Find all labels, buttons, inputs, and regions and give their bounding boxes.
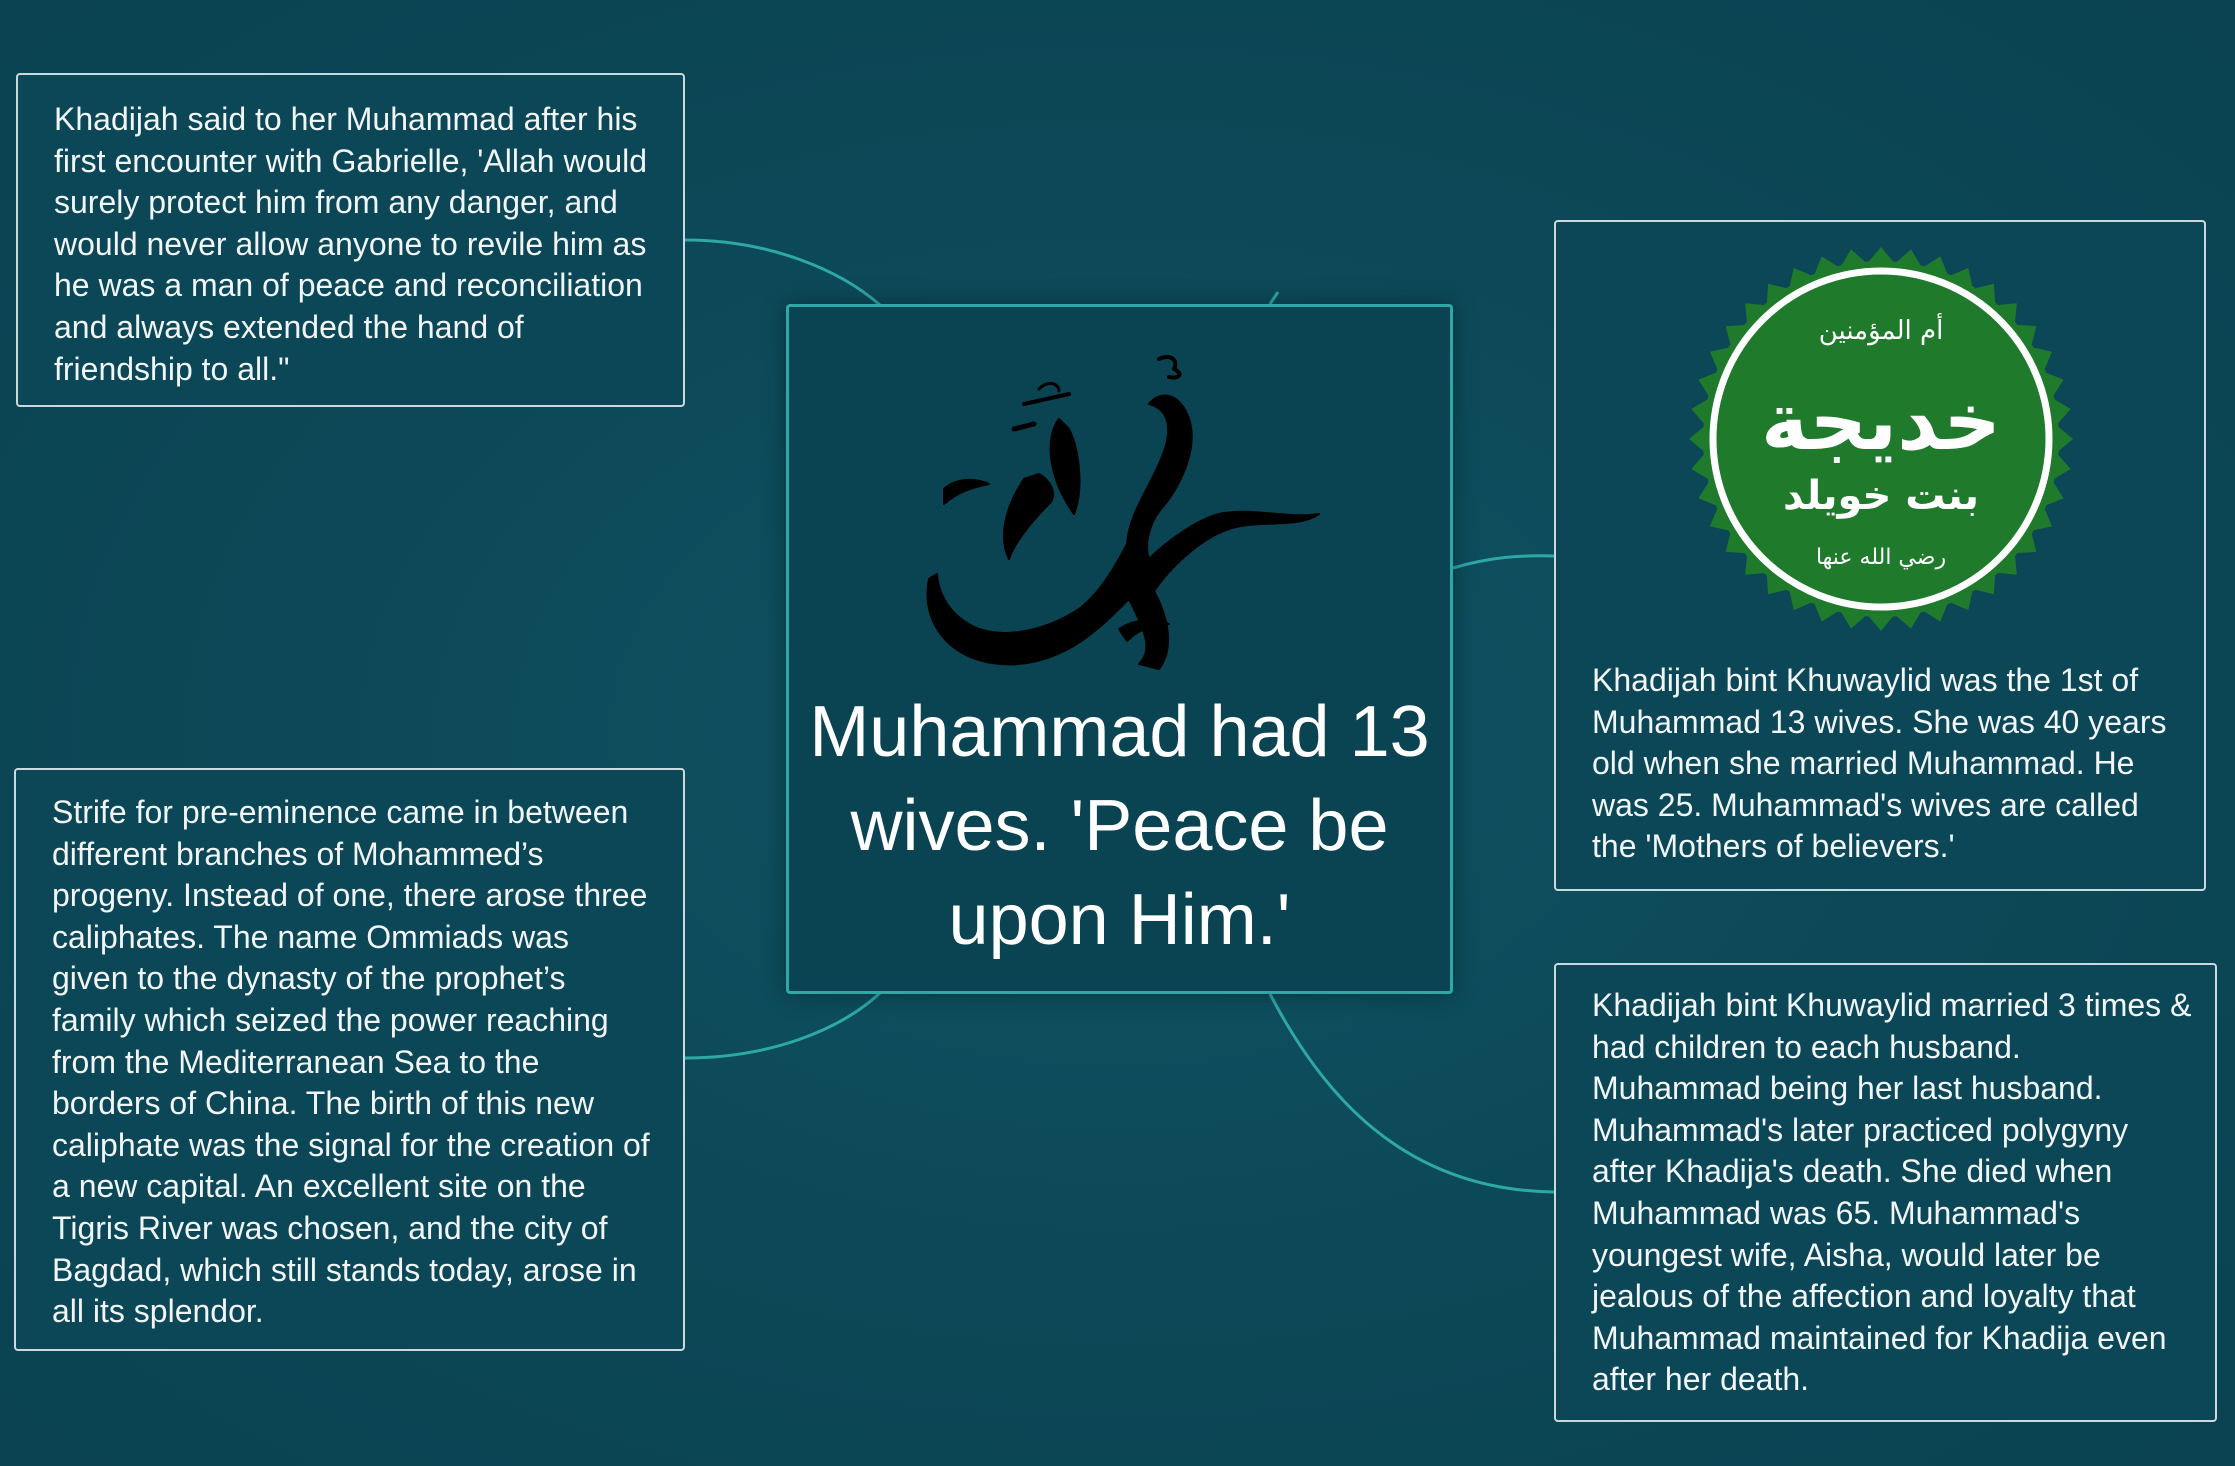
seal-top-text: أم المؤمنين [1818,316,1944,346]
arabic-calligraphy-image [899,329,1339,689]
note-text: Khadijah bint Khuwaylid was the 1st of Muhammad 13 wives. She was 40 years old when she married Muhammad. He was 25. Muhammad's wives are called the 'Mothers of believers.' [1592,662,2167,865]
connector-right-seal [1453,556,1554,568]
connector-stub-top [1270,292,1278,304]
central-topic-node[interactable] [786,304,1453,994]
note-card-caliphates[interactable] [14,768,685,1351]
note-text: Khadijah bint Khuwaylid married 3 times & had children to each husband. Muhammad being her last husband. Muhammad's later practiced polygyny after Khadija's death. She died when Muhammad was 65. Muhammad's youngest wife, Aisha, would later be jealous of the affection and loyalty that Muhammad maintained for Khadija even after her death. [1592,987,2192,1398]
note-text: Khadijah said to her Muhammad after his first encounter with Gabrielle, 'Allah would surely protect him from any danger, and would never allow anyone to revile him as he was a man of peace and reconciliation and always extended the hand of friendship to all." [54,101,648,387]
note-text: Strife for pre-eminence came in between different branches of Mohammed’s progeny. Instead of one, there arose three caliphates. The name Ommiads was given to the dynasty of the prophet’s family which seized the power reaching from the Mediterranean Sea to the borders of China. The birth of this new caliphate was the signal for the creation of a new capital. An excellent site on the Tigris River was chosen, and the city of Bagdad, which still stands today, arose in all its splendor. [52,794,650,1330]
note-card-khadijah-marriages[interactable] [1554,963,2217,1422]
seal-sub-text: بنت خويلد [1783,473,1979,519]
central-topic-title: Muhammad had 13 wives. 'Peace be upon Him.' [809,692,1430,960]
seal-bottom-text: رضي الله عنها [1815,545,1947,570]
connector-bottom-right [1270,994,1554,1192]
khadijah-seal-image [1686,244,2076,634]
seal-main-text: خديجة [1760,375,2002,468]
connector-top-left [685,240,880,305]
note-card-khadijah-quote[interactable] [16,73,685,407]
note-card-khadijah-seal[interactable] [1554,220,2206,891]
connector-bottom-left [685,993,880,1058]
